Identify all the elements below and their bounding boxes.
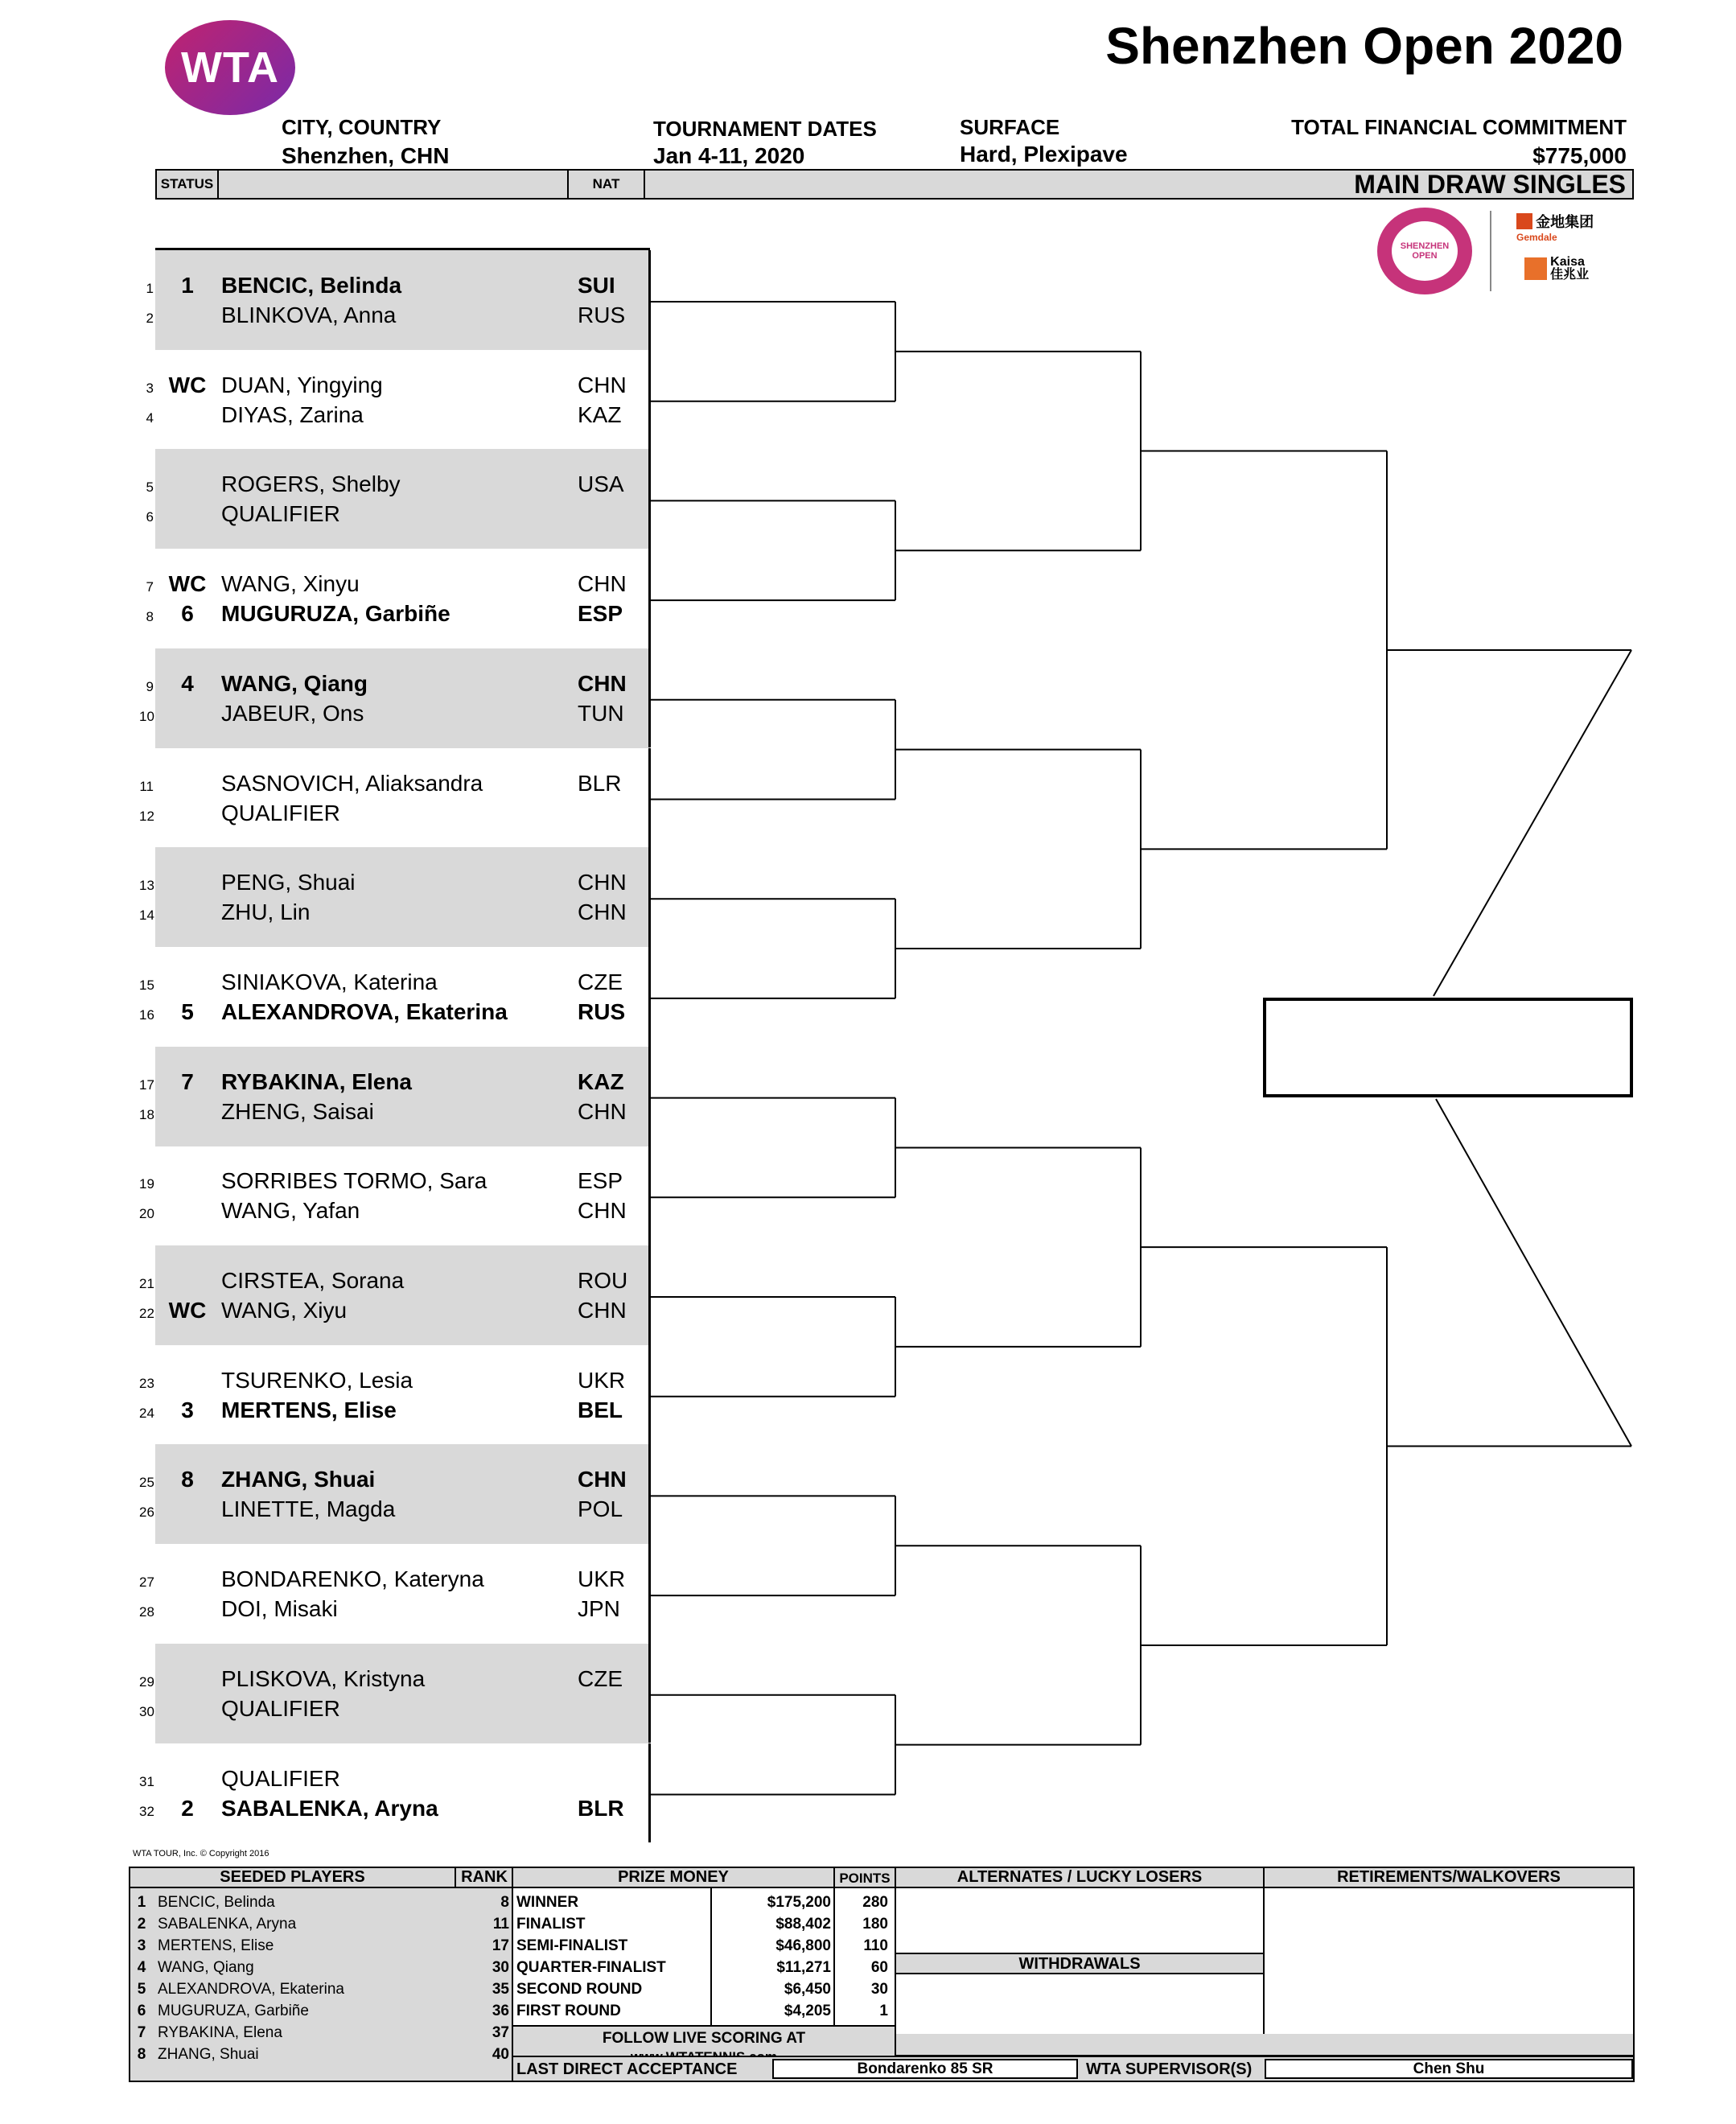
player-nationality: CHN — [578, 372, 627, 397]
footer-spacer-bar — [895, 2034, 1635, 2056]
draw-position: 16 — [139, 1006, 154, 1023]
seeded-players-table — [129, 1867, 513, 2082]
seed-rank: 36 — [492, 2003, 509, 2019]
draw-position: 20 — [139, 1206, 154, 1222]
player-status: 4 — [181, 670, 194, 696]
withdrawals-header: WITHDRAWALS — [896, 1953, 1263, 1974]
player-name: CIRSTEA, Sorana — [221, 1268, 405, 1293]
player-name: QUALIFIER — [221, 800, 340, 825]
supervisor-label: WTA SUPERVISOR(S) — [1086, 2060, 1253, 2078]
player-nationality: CHN — [578, 1298, 627, 1323]
prize-round: QUARTER-FINALIST — [516, 1959, 666, 1976]
player-name: QUALIFIER — [221, 1695, 340, 1721]
draw-position: 19 — [139, 1176, 154, 1192]
draw-position: 18 — [139, 1106, 154, 1122]
player-name: SORRIBES TORMO, Sara — [221, 1168, 487, 1194]
seed-number: 8 — [137, 2046, 146, 2063]
alternates-header: ALTERNATES / LUCKY LOSERS — [896, 1868, 1263, 1888]
prize-divider — [710, 1888, 712, 2025]
player-nationality: CZE — [578, 1665, 623, 1691]
draw-position: 8 — [146, 609, 154, 625]
points-header: POINTS — [835, 1868, 895, 1888]
player-nationality: SUI — [578, 273, 615, 298]
status-column-header: STATUS — [157, 171, 219, 198]
player-nationality: CHN — [578, 1198, 627, 1224]
player-nationality: CHN — [578, 571, 627, 597]
draw-position: 14 — [139, 908, 154, 924]
player-status: WC — [168, 571, 207, 597]
seed-number: 5 — [137, 1981, 146, 1998]
player-nationality: TUN — [578, 700, 624, 726]
prize-round: FINALIST — [516, 1916, 586, 1933]
player-status: 6 — [181, 601, 194, 627]
player-name: WANG, Yafan — [221, 1198, 360, 1224]
player-nationality: CHN — [578, 899, 627, 925]
draw-position: 23 — [139, 1375, 154, 1391]
player-name: ALEXANDROVA, Ekaterina — [221, 998, 508, 1024]
tournament-title: Shenzhen Open 2020 — [1105, 17, 1623, 75]
player-name: SABALENKA, Aryna — [221, 1795, 438, 1821]
draw-position: 6 — [146, 509, 154, 525]
seed-player-name: MUGURUZA, Garbiñe — [158, 2003, 309, 2019]
bracket-line — [1436, 1099, 1631, 1447]
surface-value: Hard, Plexipave — [960, 142, 1128, 167]
player-name: LINETTE, Magda — [221, 1496, 396, 1522]
alternates-table — [895, 1867, 1265, 2036]
player-name: ZHENG, Saisai — [221, 1098, 374, 1124]
seed-rank: 17 — [492, 1937, 509, 1954]
commitment-label: TOTAL FINANCIAL COMMITMENT — [1291, 115, 1627, 139]
dates-label: TOURNAMENT DATES — [653, 117, 877, 141]
draw-position: 4 — [146, 410, 154, 426]
player-nationality: BLR — [578, 770, 622, 796]
wta-logo: WTA — [165, 20, 295, 115]
player-name: PLISKOVA, Kristyna — [221, 1665, 426, 1691]
player-status: 1 — [181, 273, 194, 298]
supervisor-value: Chen Shu — [1265, 2059, 1633, 2079]
prize-amount: $4,205 — [784, 2003, 831, 2019]
seed-rank: 11 — [492, 1916, 509, 1933]
player-nationality: BLR — [578, 1795, 624, 1821]
surface-label: SURFACE — [960, 115, 1060, 139]
player-status: 5 — [181, 998, 194, 1024]
seed-rank: 30 — [492, 1959, 509, 1976]
live-scoring-label: FOLLOW LIVE SCORING AT — [602, 2030, 806, 2047]
draw-position: 30 — [139, 1703, 154, 1719]
retirements-header: RETIREMENTS/WALKOVERS — [1265, 1868, 1633, 1888]
seeded-players-header: SEEDED PLAYERS — [130, 1868, 456, 1888]
kaisa-name: Kaisa — [1550, 255, 1585, 269]
draw-position: 21 — [139, 1276, 154, 1291]
seed-player-name: SABALENKA, Aryna — [158, 1916, 297, 1933]
player-nationality: ESP — [578, 601, 623, 627]
commitment-value: $775,000 — [1532, 143, 1627, 168]
prize-amount: $11,271 — [776, 1959, 831, 1976]
draw-position: 3 — [146, 380, 154, 396]
draw-position: 15 — [139, 977, 154, 993]
player-nationality: CHN — [578, 670, 627, 696]
player-nationality: USA — [578, 471, 624, 497]
draw-position: 28 — [139, 1604, 154, 1620]
seed-number: 2 — [137, 1916, 146, 1933]
draw-position: 1 — [146, 281, 154, 296]
prize-amount: $46,800 — [775, 1937, 831, 1954]
prize-amount: $175,200 — [767, 1894, 831, 1911]
player-name: BONDARENKO, Kateryna — [221, 1566, 484, 1592]
draw-position: 10 — [139, 708, 154, 724]
draw-position: 32 — [139, 1803, 154, 1819]
draw-position: 31 — [139, 1773, 154, 1789]
player-name: DOI, Misaki — [221, 1596, 338, 1622]
seed-player-name: WANG, Qiang — [158, 1959, 254, 1976]
player-name: TSURENKO, Lesia — [221, 1367, 413, 1393]
player-status: 8 — [181, 1467, 194, 1492]
dates-value: Jan 4-11, 2020 — [653, 143, 805, 168]
player-status: 7 — [181, 1068, 194, 1094]
seed-number: 3 — [137, 1937, 146, 1954]
prize-amount: $88,402 — [775, 1916, 831, 1933]
player-name: WANG, Xinyu — [221, 571, 360, 597]
player-nationality: KAZ — [578, 1068, 624, 1094]
player-name: ZHANG, Shuai — [221, 1467, 376, 1492]
draw-position: 25 — [139, 1475, 154, 1491]
draw-position: 5 — [146, 480, 154, 496]
player-nationality: CHN — [578, 1098, 627, 1124]
prize-points: 110 — [863, 1937, 888, 1954]
player-name: DIYAS, Zarina — [221, 401, 364, 427]
seed-number: 1 — [137, 1894, 146, 1911]
prize-money-table — [512, 1867, 896, 2082]
seed-player-name: BENCIC, Belinda — [158, 1894, 275, 1911]
player-name: WANG, Xiyu — [221, 1298, 348, 1323]
player-nationality: CHN — [578, 1467, 627, 1492]
seed-player-name: RYBAKINA, Elena — [158, 2024, 282, 2041]
nat-column-header: NAT — [569, 171, 645, 198]
player-name: JABEUR, Ons — [221, 700, 364, 726]
champion-box — [1263, 998, 1633, 1097]
prize-points: 180 — [862, 1916, 888, 1933]
player-name: ZHU, Lin — [221, 899, 311, 925]
city-label: CITY, COUNTRY — [282, 115, 442, 139]
prize-points: 60 — [870, 1959, 888, 1976]
draw-position: 24 — [139, 1405, 154, 1421]
player-nationality: RUS — [578, 303, 626, 327]
player-nationality: UKR — [578, 1566, 626, 1592]
retirements-table — [1263, 1867, 1635, 2036]
player-name: SINIAKOVA, Katerina — [221, 969, 438, 994]
seed-player-name: MERTENS, Elise — [158, 1937, 274, 1954]
seal-text: SHENZHEN OPEN — [1392, 221, 1458, 281]
copyright: WTA TOUR, Inc. © Copyright 2016 — [133, 1849, 269, 1858]
player-nationality: CHN — [578, 870, 627, 895]
draw-position: 7 — [146, 579, 154, 595]
prize-round: SEMI-FINALIST — [516, 1937, 628, 1954]
seed-rank: 35 — [492, 1981, 509, 1998]
player-nationality: RUS — [578, 998, 626, 1024]
seed-number: 7 — [137, 2024, 146, 2041]
player-nationality: POL — [578, 1496, 623, 1522]
player-nationality: KAZ — [578, 401, 622, 427]
draw-position: 9 — [146, 678, 154, 694]
prize-round: FIRST ROUND — [516, 2003, 621, 2019]
player-nationality: CZE — [578, 969, 623, 994]
seed-number: 6 — [137, 2003, 146, 2019]
kaisa-chinese: 佳兆业 — [1550, 268, 1590, 282]
seed-rank: 8 — [500, 1894, 509, 1911]
prize-points: 30 — [870, 1981, 888, 1998]
gemdale-name: Gemdale — [1516, 232, 1557, 243]
seed-rank: 40 — [492, 2046, 509, 2063]
player-status: WC — [168, 372, 207, 397]
draw-position: 17 — [139, 1076, 154, 1093]
bracket-line — [1434, 650, 1631, 996]
prize-round: SECOND ROUND — [516, 1981, 643, 1998]
player-nationality: UKR — [578, 1367, 626, 1393]
player-name: QUALIFIER — [221, 501, 340, 527]
player-name: MERTENS, Elise — [221, 1397, 397, 1422]
draw-position: 12 — [139, 808, 154, 824]
prize-points: 1 — [879, 2003, 888, 2019]
player-status: 3 — [181, 1397, 194, 1422]
prize-money-header: PRIZE MONEY — [513, 1868, 835, 1888]
draw-position: 29 — [139, 1673, 154, 1690]
player-status: WC — [168, 1298, 207, 1323]
seed-number: 4 — [137, 1959, 146, 1976]
draw-position: 26 — [139, 1504, 154, 1521]
player-name: BLINKOVA, Anna — [221, 303, 397, 327]
player-name: PENG, Shuai — [221, 870, 356, 895]
draw-position: 2 — [146, 311, 154, 326]
player-nationality: JPN — [578, 1596, 620, 1622]
player-name: DUAN, Yingying — [221, 372, 383, 397]
player-nationality: BEL — [578, 1397, 623, 1422]
draw-position: 13 — [139, 878, 154, 894]
player-name: QUALIFIER — [221, 1765, 340, 1791]
player-name: BENCIC, Belinda — [221, 273, 402, 298]
seed-rank: 37 — [492, 2024, 509, 2041]
draw-position: 11 — [139, 778, 154, 794]
player-name: MUGURUZA, Garbiñe — [221, 601, 450, 627]
city-value: Shenzhen, CHN — [282, 143, 450, 168]
draw-position: 22 — [139, 1306, 154, 1321]
player-name: SASNOVICH, Aliaksandra — [221, 770, 483, 796]
player-name: RYBAKINA, Elena — [221, 1068, 413, 1094]
draw-position: 27 — [139, 1574, 154, 1591]
player-nationality: ESP — [578, 1168, 623, 1194]
points-divider — [833, 1888, 835, 2025]
prize-points: 280 — [862, 1894, 888, 1911]
player-status: 2 — [181, 1795, 194, 1821]
player-name: WANG, Qiang — [221, 670, 368, 696]
player-name: ROGERS, Shelby — [221, 471, 401, 497]
lda-value: Bondarenko 85 SR — [772, 2059, 1078, 2079]
gemdale-chinese: 金地集团 — [1536, 214, 1594, 230]
main-draw-singles-title: MAIN DRAW SINGLES — [1354, 169, 1626, 199]
player-nationality: ROU — [578, 1268, 628, 1293]
prize-amount: $6,450 — [784, 1981, 831, 1998]
acceptance-bar — [512, 2056, 1635, 2082]
lda-label: LAST DIRECT ACCEPTANCE — [516, 2060, 738, 2078]
seed-player-name: ALEXANDROVA, Ekaterina — [158, 1981, 344, 1998]
rank-header: RANK — [456, 1868, 512, 1888]
prize-round: WINNER — [516, 1894, 579, 1911]
seed-player-name: ZHANG, Shuai — [158, 2046, 259, 2063]
